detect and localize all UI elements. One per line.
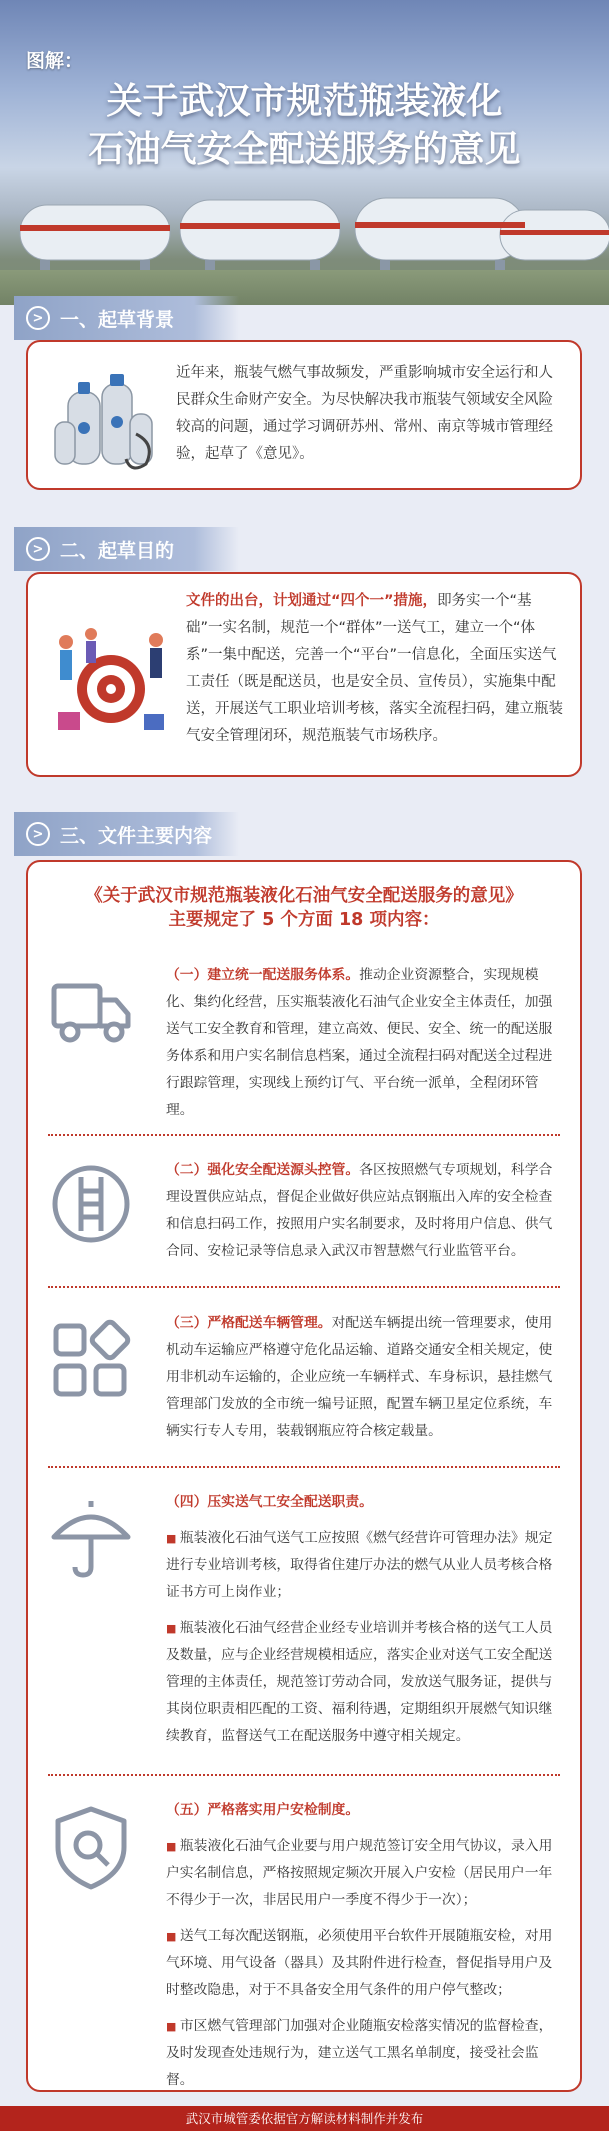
divider (48, 1466, 560, 1468)
content-item-2 (28, 1157, 580, 1277)
content-item-1 (28, 962, 580, 1132)
divider (48, 1774, 560, 1776)
section-1-heading (14, 296, 239, 340)
document-title-line-1: 《关于武汉市规范瓶装液化石油气安全配送服务的意见》 (85, 886, 523, 906)
chevron-right-icon: > (26, 537, 50, 561)
magnifier-icon (48, 1805, 134, 1891)
content-item-5-bullet-2: ■ 送气工每次配送钢瓶，必须使用平台软件开展随瓶安检，对用气环境、用气设备（器具）及其附件进行检查，督促指导用户及时整改隐患，对于不具备安全用气条件的用户停气整改； (166, 1923, 566, 2004)
content-item-5-head: （五）严格落实用户安检制度。 (166, 1802, 360, 1818)
content-item-4-bullet-2: ■ 瓶装液化石油气经营企业经专业培训并考核合格的送气工人员及数量，应与企业经营规模相适应，落实企业对送气工安全配送管理的主体责任，规范签订劳动合同，发放送气服务证，提供与其岗位职责相匹配的工资、福利待遇，定期组织开展燃气知识继续教育，监督送气工在配送服务中遵守相关规定。 (166, 1615, 566, 1750)
content-item-2-text (166, 1157, 566, 1265)
section-3-card (26, 860, 582, 2092)
content-item-1-head: （一）建立统一配送服务体系。 (166, 967, 360, 983)
section-2-heading (14, 527, 239, 571)
document-title-line-2: 主要规定了 5 个方面 18 项内容： (168, 910, 440, 930)
document-title (28, 884, 580, 932)
section-1-card (26, 340, 582, 490)
content-item-5-bullet-3: ■ 市区燃气管理部门加强对企业随瓶安检落实情况的监督检查，及时发现查处违规行为，建立送气工黑名单制度，接受社会监督。 (166, 2013, 566, 2094)
section-2-lead: 文件的出台，计划通过“四个一”措施， (186, 593, 438, 609)
team-target-icon (46, 624, 176, 734)
ladder-icon (48, 1161, 134, 1247)
divider (48, 1134, 560, 1136)
section-1-title: 一、起草背景 (60, 308, 175, 331)
diagram-tag: 图解： (26, 50, 84, 72)
content-item-3-body: 对配送车辆提出统一管理要求，使用机动车运输应严格遵守危化品运输、道路交通安全相关规定，使用非机动车运输的，企业应统一车辆样式、车身标识，悬挂燃气管理部门发放的全市统一编号证照，配置车辆卫星定位系统，车辆实行专人专用，装载钢瓶应符合核定载量。 (166, 1315, 553, 1439)
chevron-right-icon: > (26, 822, 50, 846)
content-item-2-head: （二）强化安全配送源头控管。 (166, 1162, 360, 1178)
divider (48, 1286, 560, 1288)
section-1-text: 近年来，瓶装气燃气事故频发，严重影响城市安全运行和人民群众生命财产安全。为尽快解决我市瓶装气领域安全风险较高的问题，通过学习调研苏州、常州、南京等城市管理经验，起草了《意见》。 (176, 365, 553, 462)
chevron-right-icon: > (26, 306, 50, 330)
content-item-5-bullet-1: ■ 瓶装液化石油气企业要与用户规范签订安全用气协议，录入用户实名制信息，严格按照规定频次开展入户安检（居民用户一年不得少于一次，非居民用户一季度不得少于一次）； (166, 1833, 566, 1914)
grid-icon (48, 1318, 134, 1404)
section-2-text (186, 588, 566, 750)
gas-cylinders-icon (50, 364, 160, 474)
content-item-4 (28, 1489, 580, 1774)
content-item-5 (28, 1797, 580, 2088)
page-title (0, 78, 609, 174)
content-item-3-text (166, 1310, 566, 1445)
section-2-title: 二、起草目的 (60, 539, 175, 562)
content-item-3-head: （三）严格配送车辆管理。 (166, 1315, 332, 1331)
hero-banner (0, 0, 609, 305)
content-item-4-head: （四）压实送气工安全配送职责。 (166, 1494, 373, 1510)
section-2-body: 即务实一个“基础”一实名制，规范一个“群体”一送气工，建立一个“体系”一集中配送，完善一个“平台”一信息化，全面压实送气工责任（既是配送员，也是安全员、宣传员），实施集中配送，开展送气工职业培训考核，落实全流程扫码，建立瓶装气安全管理闭环，规范瓶装气市场秩序。 (186, 593, 563, 744)
title-line-1: 关于武汉市规范瓶装液化 (106, 81, 503, 122)
content-item-2-body: 各区按照燃气专项规划，科学合理设置供应站点，督促企业做好供应站点钢瓶出入库的安全检查和信息扫码工作，按照用户实名制要求，及时将用户信息、供气合同、安检记录等信息录入武汉市智慧燃气行业监管平台。 (166, 1162, 553, 1259)
section-3-title: 三、文件主要内容 (60, 824, 213, 847)
content-item-1-text (166, 962, 566, 1124)
content-item-4-text (166, 1489, 566, 1750)
footer-credit: 武汉市城管委依据官方解读材料制作并发布 (0, 2106, 609, 2131)
content-item-3 (28, 1310, 580, 1460)
section-3-heading (14, 812, 239, 856)
umbrella-icon (48, 1497, 134, 1583)
truck-icon (48, 968, 134, 1054)
content-item-1-body: 推动企业资源整合，实现规模化、集约化经营，压实瓶装液化石油气企业安全主体责任，加强送气工安全教育和管理，建立高效、便民、安全、统一的配送服务体系和用户实名制信息档案，通过全流程扫码对配送全过程进行跟踪管理，实现线上预约订气、平台统一派单，全程闭环管理。 (166, 967, 553, 1118)
content-item-4-bullet-1: ■ 瓶装液化石油气送气工应按照《燃气经营许可管理办法》规定进行专业培训考核，取得省住建厅办法的燃气从业人员考核合格证书方可上岗作业； (166, 1525, 566, 1606)
section-2-card (26, 572, 582, 777)
content-item-5-text (166, 1797, 566, 2094)
title-line-2: 石油气安全配送服务的意见 (88, 129, 521, 170)
